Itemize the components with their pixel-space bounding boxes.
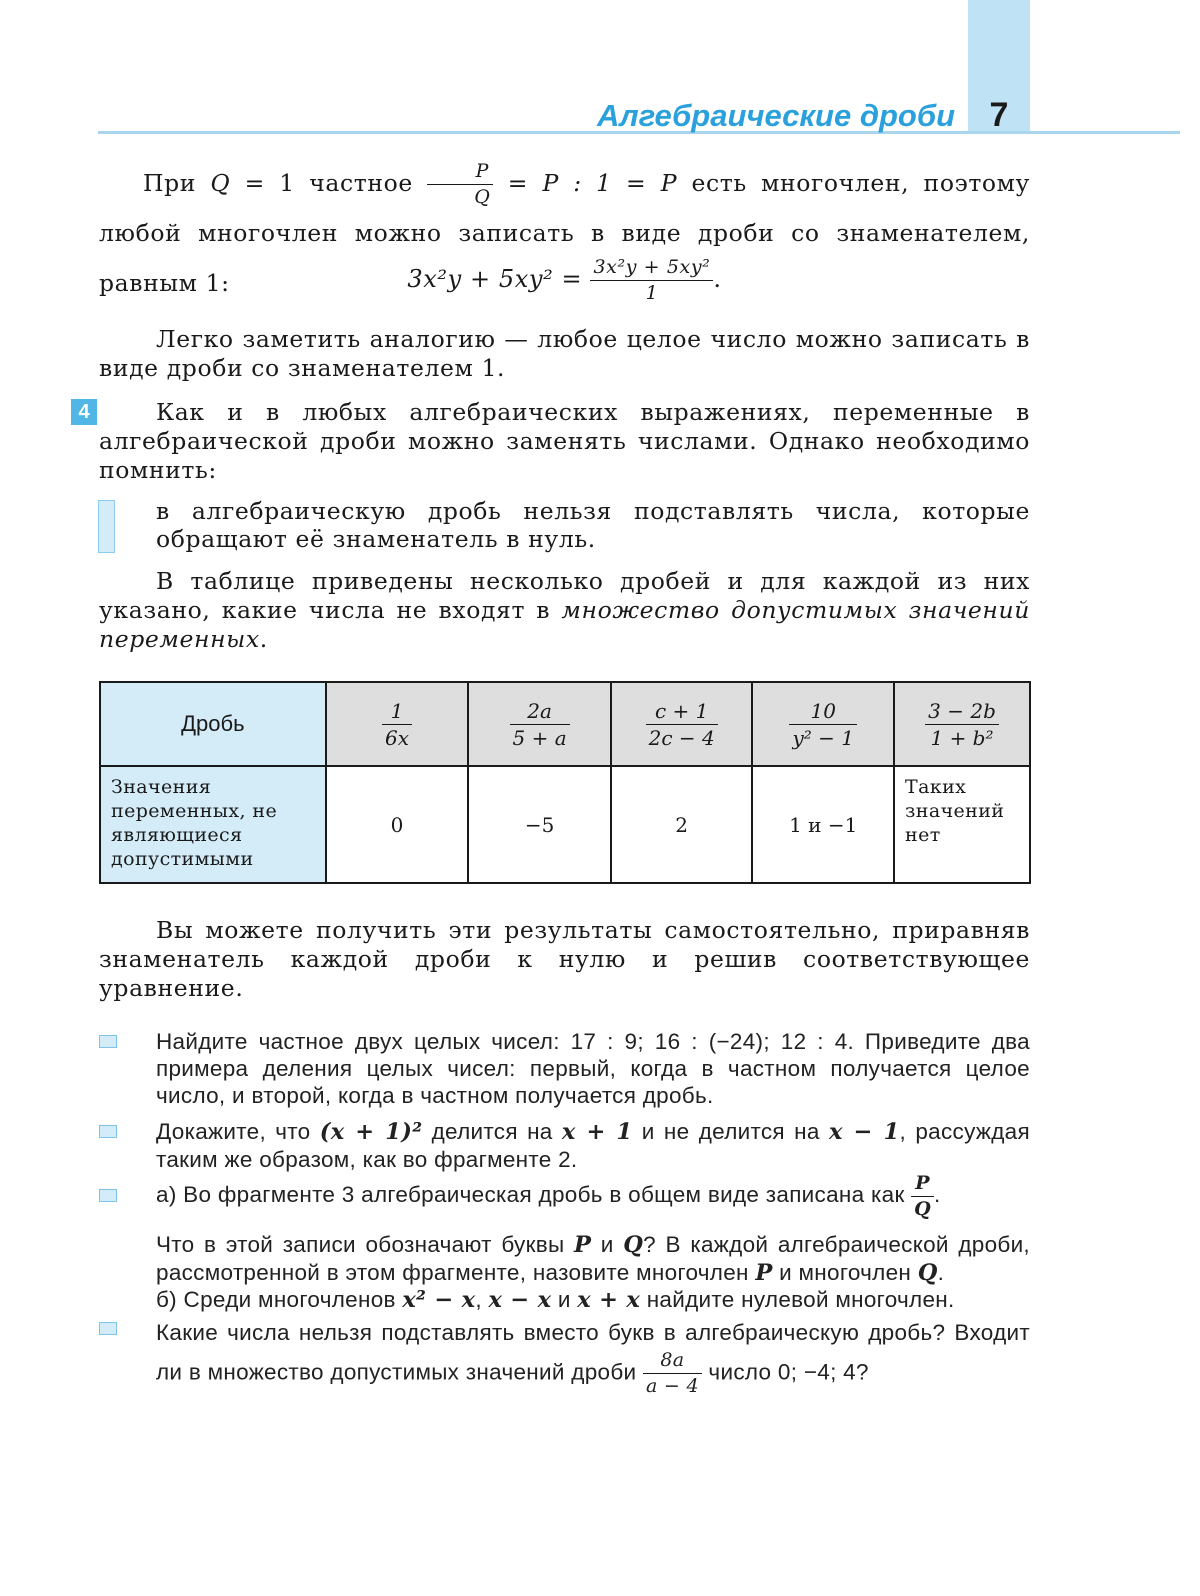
question-2: Докажите, что (x + 1)² делится на x + 1 и не делится на x − 1, рассуждая таким же образом, как во фрагменте 2. [156, 1119, 1030, 1172]
table-cell: −5 [468, 766, 611, 883]
table-cell: 2 [611, 766, 753, 883]
question-3c: б) Среди многочленов x² − x, x − x и x + x найдите нулевой многочлен. [156, 1287, 955, 1313]
fraction-8a: $\frac{8a}{a - 4}$ [643, 1351, 702, 1396]
question-3b: Что в этой записи обозначают буквы P и Q? В каждой алгебраической дроби, рассмотренной в этом фрагменте, назовите многочлен P и многочлен Q. [156, 1232, 1030, 1286]
table-cell: Таких значений нет [894, 766, 1030, 883]
question-1: Найдите частное двух целых чисел: 17 : 9; 16 : (−24); 12 : 4. Приведите два примера деления целых чисел: первый, когда в частном получается целое число, и второй, когда в частном получается дробь. [156, 1029, 1030, 1108]
fraction-p-over-q: $\frac{P}{Q}$ [911, 1174, 934, 1219]
rule-bar [98, 500, 115, 553]
table-fraction: $\frac{3 - 2b}{\text{1 + b²}}$ [894, 682, 1030, 766]
question-marker [99, 1189, 117, 1202]
paragraph-4: В таблице приведены несколько дробей и для каждой из них указано, какие числа не входят в множество допустимых значений переменных. [99, 567, 1030, 653]
question-marker [99, 1035, 117, 1048]
question-marker [99, 1322, 117, 1335]
table-fraction: $\frac{2a}{5 + a}$ [468, 682, 611, 766]
table-row-label: Значения переменных, не являющиеся допустимыми [100, 766, 326, 883]
table-row [100, 766, 1030, 883]
paragraph-5: Вы можете получить эти результаты самостоятельно, приравняв знаменатель каждой дроби к нулю и решив соответствующее уравнение. [99, 916, 1030, 1002]
paragraph-1: При Q = 1 частное $\frac{P}{Q}$ = P : 1 = P есть многочлен, поэтому любой многочлен можно записать в виде дроби со знаменателем, равным 1: [99, 160, 1030, 297]
table-cell: 1 и −1 [752, 766, 894, 883]
question-3a: а) Во фрагменте 3 алгебраическая дробь в общем виде записана как $\frac{P}{Q}$ . [156, 1171, 941, 1220]
domain-table [99, 681, 1031, 884]
page-number: 7 [989, 96, 1009, 134]
question-marker [99, 1125, 117, 1138]
rule-text: в алгебраическую дробь нельзя подставлять числа, которые обращают её знаменатель в нуль. [156, 497, 1030, 553]
formula-fraction: $\frac{\text{3x²y + 5xy²}}{1}$ [590, 258, 713, 303]
section-marker: 4 [71, 399, 97, 425]
table-fraction: $\frac{1}{6x}$ [326, 682, 469, 766]
paragraph-2: Легко заметить аналогию — любое целое число можно записать в виде дроби со знаменателем 1. [99, 325, 1030, 382]
table-header-row [100, 682, 1030, 766]
display-formula: 3x²y + 5xy² = $\frac{\text{3x²y + 5xy²}}{1}$ . [407, 256, 722, 304]
question-4: Какие числа нельзя подставлять вместо букв в алгебраическую дробь? Входит ли в множество допустимых значений дроби $\frac{8a}{a - 4}$ число 0; −4; 4? [156, 1320, 1030, 1397]
table-fraction: $\frac{10}{\text{y² − 1}}$ [752, 682, 894, 766]
fraction-p-over-q: $\frac{P}{Q}$ [427, 162, 493, 207]
table-fraction: $\frac{c + 1}{2c - 4}$ [611, 682, 753, 766]
table-header-label: Дробь [100, 682, 326, 766]
table-cell: 0 [326, 766, 469, 883]
chapter-title: Алгебраические дроби [597, 98, 955, 133]
paragraph-3: Как и в любых алгебраических выражениях, переменные в алгебраической дроби можно заменять числами. Однако необходимо помнить: [99, 398, 1030, 484]
